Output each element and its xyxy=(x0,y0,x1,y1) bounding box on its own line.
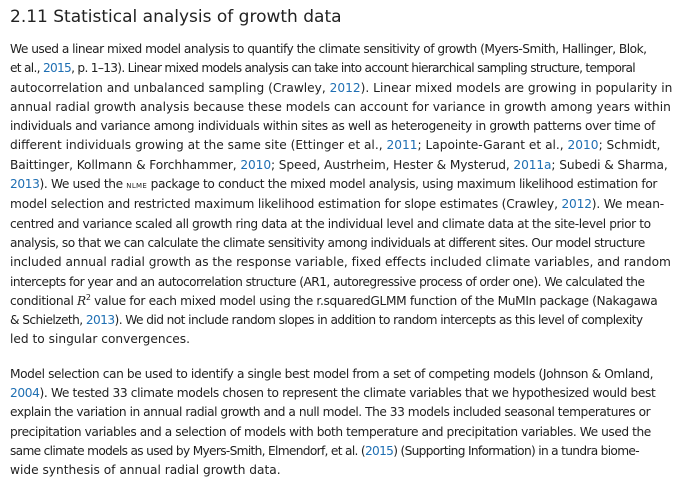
citation-link[interactable]: 2012 xyxy=(329,80,361,95)
text-line xyxy=(10,311,672,330)
text-run: individuals and variance among individuals within sites as well as heterogeneity in growth patterns over time of xyxy=(10,119,655,134)
text-run: same climate models as used by Myers-Smith, Elmendorf, et al. ( xyxy=(10,443,365,458)
text-run: autocorrelation and unbalanced sampling (Crawley, xyxy=(10,80,330,95)
text-line xyxy=(10,442,672,461)
text-run: ). We mean- xyxy=(591,197,664,212)
text-line xyxy=(10,117,672,136)
text-line xyxy=(10,384,672,403)
text-line xyxy=(10,195,672,214)
citation-link[interactable]: 2004 xyxy=(10,386,40,401)
text-run: & Schielzeth, xyxy=(10,313,86,328)
text-run: wide synthesis of annual radial growth data. xyxy=(10,463,281,478)
text-run: ). We tested 33 climate models chosen to represent the climate variables that we hypothesized would best xyxy=(39,386,656,401)
text-line xyxy=(10,156,672,175)
paragraph-1 xyxy=(10,40,672,350)
text-run: different individuals growing at the same site (Ettinger et al., xyxy=(10,138,387,153)
text-line xyxy=(10,273,672,292)
text-line xyxy=(10,215,672,234)
text-run: Model selection can be used to identify a single best model from a set of competing models (Johnson & Omland, xyxy=(10,366,654,381)
text-line xyxy=(10,365,672,384)
text-run: conditional xyxy=(10,293,78,308)
citation-link[interactable]: 2010 xyxy=(240,157,271,172)
text-run: , p. 1–13). Linear mixed models analysis can take into account hierarchical sampling structure, temporal xyxy=(71,61,635,76)
text-run: centred and variance scaled all growth ring data at the individual level and climate data at the site-level prior to xyxy=(10,216,651,231)
text-run: led to singular convergences. xyxy=(10,332,191,347)
text-line xyxy=(10,403,672,422)
text-run: et al., xyxy=(10,61,43,76)
text-line xyxy=(10,461,672,480)
text-run: intercepts for year and an autocorrelation structure (AR1, autoregressive process of order one). We calculated the xyxy=(10,274,645,289)
text-line xyxy=(10,59,672,78)
text-run: ; Speed, Austrheim, Hester & Mysterud, xyxy=(271,157,514,172)
math-variable: R xyxy=(77,293,86,308)
package-name: nlme xyxy=(126,180,148,192)
text-run: ). We did not include random slopes in addition to random intercepts as this level of complexity xyxy=(114,313,643,328)
text-run: precipitation variables and a selection of models with both temperature and precipitation variables. We used the xyxy=(10,424,651,439)
text-run: ; Subedi & Sharma, xyxy=(551,157,668,172)
text-line xyxy=(10,136,672,155)
text-line xyxy=(10,423,672,442)
text-run: ; Schmidt, xyxy=(598,138,661,153)
text-run: ) (Supporting Information) in a tundra biome- xyxy=(393,443,639,458)
section-body xyxy=(10,40,672,481)
superscript: 2 xyxy=(85,292,91,302)
citation-link[interactable]: 2012 xyxy=(561,197,592,212)
text-line xyxy=(10,79,672,98)
text-line xyxy=(10,292,672,311)
text-run: ). We used the xyxy=(39,177,127,192)
text-run: We used a linear mixed model analysis to quantify the climate sensitivity of growth (Myers-Smith, Hallinger, Blok, xyxy=(10,42,647,56)
text-line xyxy=(10,98,672,117)
text-line xyxy=(10,40,672,59)
text-line xyxy=(10,253,672,272)
text-line xyxy=(10,234,672,253)
text-run: ). Linear mixed models are growing in popularity in xyxy=(360,80,673,95)
citation-link[interactable]: 2015 xyxy=(364,443,394,458)
citation-link[interactable]: 2013 xyxy=(10,177,40,192)
text-line xyxy=(10,175,672,195)
text-line xyxy=(10,330,672,349)
section-heading: 2.11 Statistical analysis of growth data xyxy=(10,7,342,27)
text-run: explain the variation in annual radial growth and a null model. The 33 models included seasonal temperatures or xyxy=(10,405,651,420)
text-run: annual radial growth analysis because these models can account for variance in growth among years within xyxy=(10,99,671,114)
paragraph-2 xyxy=(10,365,672,481)
citation-link[interactable]: 2011 xyxy=(386,138,418,153)
citation-link[interactable]: 2010 xyxy=(567,138,599,153)
text-run: model selection and restricted maximum likelihood estimation for slope estimates (Crawley, xyxy=(10,197,562,212)
citation-link[interactable]: 2011a xyxy=(513,157,552,172)
text-run: value for each mixed model using the r.squaredGLMM function of the MuMIn package (Nakagawa xyxy=(90,293,658,308)
citation-link[interactable]: 2015 xyxy=(42,61,72,76)
text-run: analysis, so that we can calculate the climate sensitivity among individuals at different sites. Our model structure xyxy=(10,235,645,250)
text-run: ; Lapointe-Garant et al., xyxy=(417,138,568,153)
text-run: included annual radial growth as the response variable, fixed effects included climate variables, and random xyxy=(10,255,671,270)
text-run: package to conduct the mixed model analysis, using maximum likelihood estimation for xyxy=(147,177,658,192)
citation-link[interactable]: 2013 xyxy=(85,313,115,328)
text-run: Baittinger, Kollmann & Forchhammer, xyxy=(10,157,241,172)
